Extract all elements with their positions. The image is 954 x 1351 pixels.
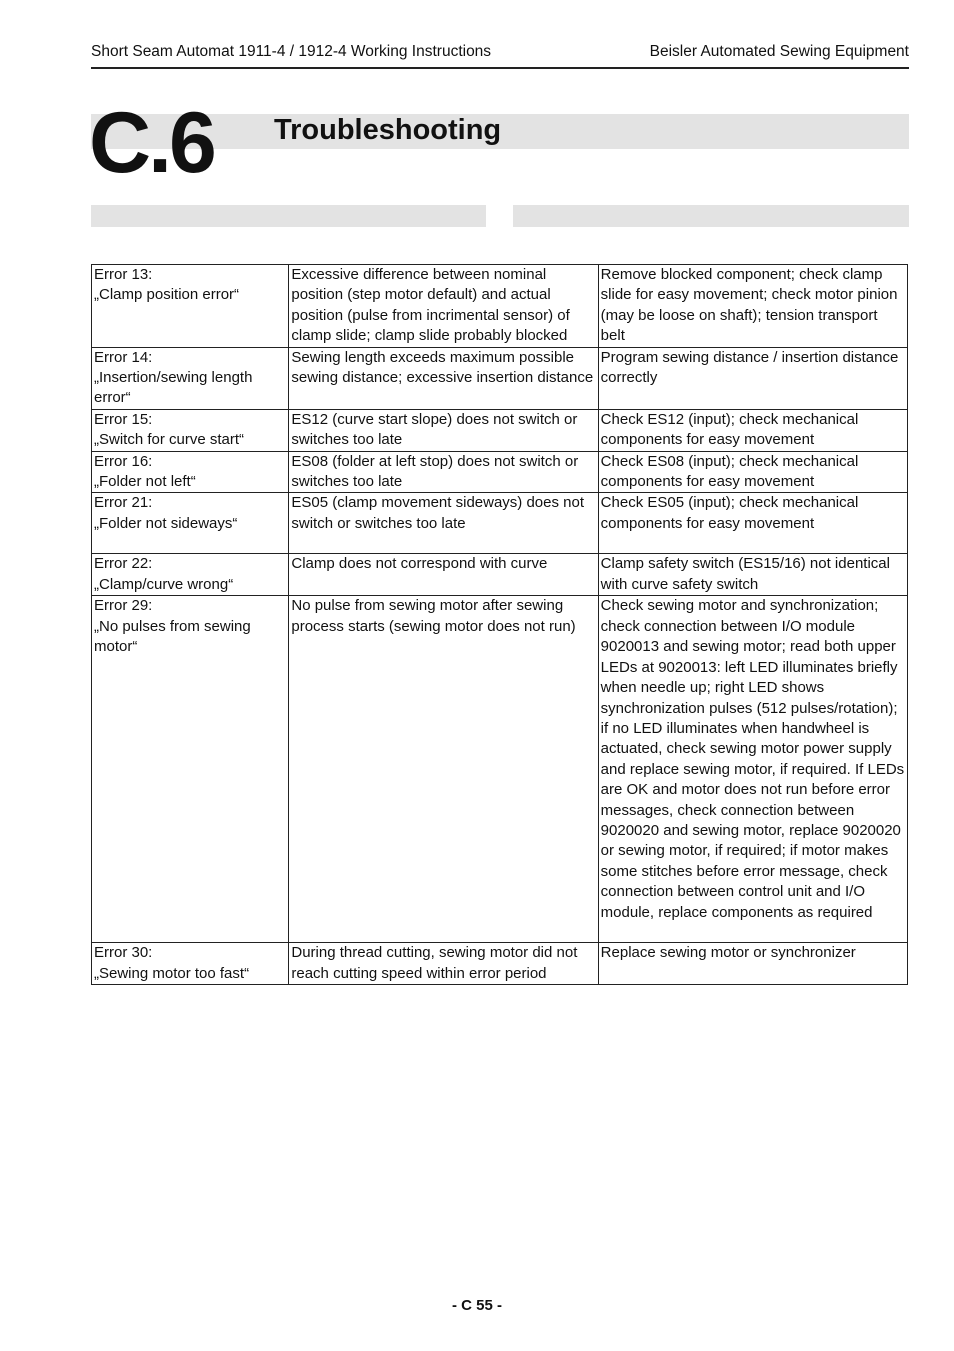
- error-remedy: Clamp safety switch (ES15/16) not identical with curve safety switch: [598, 554, 907, 596]
- error-cause: During thread cutting, sewing motor did not reach cutting speed within error period: [289, 943, 598, 985]
- header-rule: [91, 67, 909, 69]
- error-table: [91, 264, 908, 985]
- error-code: Error 21: „Folder not sideways“: [92, 493, 289, 554]
- table-row: [92, 265, 908, 348]
- error-code: Error 30: „Sewing motor too fast“: [92, 943, 289, 985]
- subheader-band-right: [513, 205, 909, 227]
- error-cause: Sewing length exceeds maximum possible sewing distance; excessive insertion distance: [289, 347, 598, 409]
- table-row: [92, 347, 908, 409]
- error-remedy: Remove blocked component; check clamp slide for easy movement; check motor pinion (may be loose on shaft); tension transport belt: [598, 265, 907, 348]
- error-cause: Clamp does not correspond with curve: [289, 554, 598, 596]
- table-row: [92, 451, 908, 493]
- table-row: [92, 554, 908, 596]
- error-code: Error 14: „Insertion/sewing length error“: [92, 347, 289, 409]
- page-number: - C 55 -: [451, 1297, 502, 1314]
- error-remedy: Replace sewing motor or synchronizer: [598, 943, 907, 985]
- error-remedy: Check ES12 (input); check mechanical components for easy movement: [598, 409, 907, 451]
- error-code: Error 15: „Switch for curve start“: [92, 409, 289, 451]
- chapter-number: C.6: [89, 95, 214, 191]
- table-row: [92, 596, 908, 943]
- subheader-band-left: [91, 205, 486, 227]
- header-doc-title: Short Seam Automat 1911-4 / 1912-4 Working Instructions: [91, 43, 492, 60]
- table-row: [92, 493, 908, 554]
- error-remedy: Check ES05 (input); check mechanical components for easy movement: [598, 493, 907, 554]
- error-cause: No pulse from sewing motor after sewing process starts (sewing motor does not run): [289, 596, 598, 943]
- error-cause: ES12 (curve start slope) does not switch or switches too late: [289, 409, 598, 451]
- error-cause: ES08 (folder at left stop) does not switch or switches too late: [289, 451, 598, 493]
- table-row: [92, 943, 908, 985]
- error-remedy: Check ES08 (input); check mechanical components for easy movement: [598, 451, 907, 493]
- error-remedy: Program sewing distance / insertion distance correctly: [598, 347, 907, 409]
- table-row: [92, 409, 908, 451]
- error-code: Error 22: „Clamp/curve wrong“: [92, 554, 289, 596]
- error-remedy: Check sewing motor and synchronization; check connection between I/O module 9020013 and sewing motor; read both upper LEDs at 9020013: left LED illuminates briefly when needle up; right LED shows synchronization pulses (512 pulses/rotation); if no LED illuminates when handwheel is actuated, check sewing motor power supply and replace sewing motor, if required. If LEDs are OK and motor does not run before error messages, check connection between 9020020 and sewing motor, replace 9020020 or sewing motor, if required; if motor makes some stitches before error message, check connection between control unit and I/O module, replace components as required: [598, 596, 907, 943]
- error-code: Error 16: „Folder not left“: [92, 451, 289, 493]
- header-company: Beisler Automated Sewing Equipment: [649, 43, 909, 60]
- error-code: Error 29: „No pulses from sewing motor“: [92, 596, 289, 943]
- error-cause: ES05 (clamp movement sideways) does not switch or switches too late: [289, 493, 598, 554]
- chapter-title: Troubleshooting: [274, 114, 502, 146]
- error-cause: Excessive difference between nominal position (step motor default) and actual position (pulse from incrimental sensor) of clamp slide; clamp slide probably blocked: [289, 265, 598, 348]
- error-code: Error 13: „Clamp position error“: [92, 265, 289, 348]
